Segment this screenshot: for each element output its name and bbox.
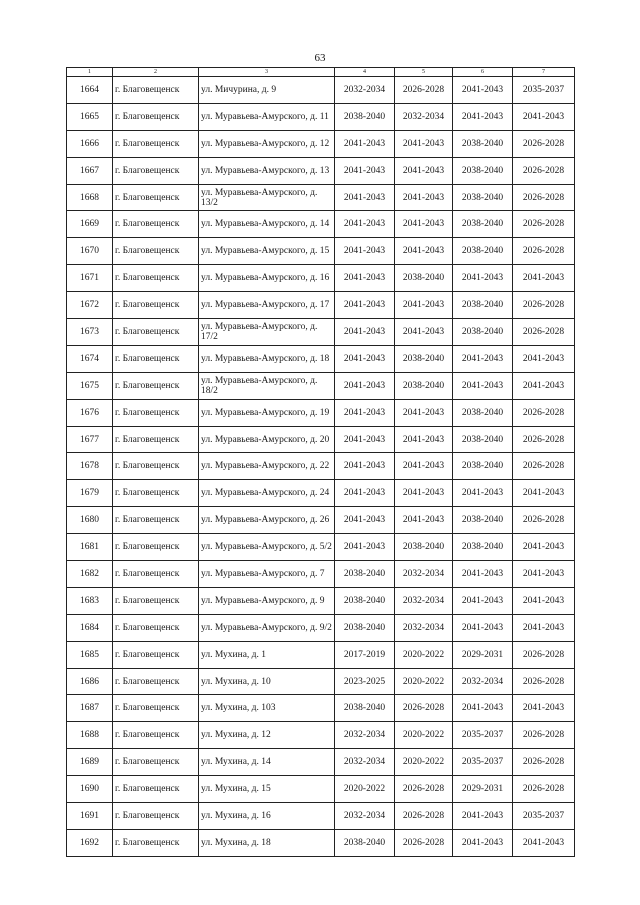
period-cell: 2041-2043 [513,534,575,561]
period-cell: 2038-2040 [453,157,513,184]
period-cell: 2041-2043 [513,614,575,641]
table-row [67,641,575,668]
period-cell: 2041-2043 [335,507,395,534]
table-row [67,372,575,399]
period-cell: 2041-2043 [335,211,395,238]
table-row [67,399,575,426]
city-cell: г. Благовещенск [113,803,199,830]
period-cell: 2041-2043 [395,292,453,319]
period-cell: 2020-2022 [395,641,453,668]
address-cell: ул. Муравьева-Амурского, д. 18/2 [199,372,335,399]
row-number: 1668 [67,184,113,211]
row-number: 1676 [67,399,113,426]
city-cell: г. Благовещенск [113,829,199,856]
row-number: 1673 [67,319,113,346]
period-cell: 2041-2043 [395,507,453,534]
period-cell: 2035-2037 [453,749,513,776]
period-cell: 2041-2043 [395,130,453,157]
period-cell: 2032-2034 [395,561,453,588]
table-row [67,668,575,695]
city-cell: г. Благовещенск [113,103,199,130]
table-row [67,157,575,184]
period-cell: 2041-2043 [513,695,575,722]
period-cell: 2038-2040 [335,587,395,614]
period-cell: 2041-2043 [453,345,513,372]
address-cell: ул. Муравьева-Амурского, д. 13/2 [199,184,335,211]
table-row [67,103,575,130]
address-cell: ул. Муравьева-Амурского, д. 9 [199,587,335,614]
city-cell: г. Благовещенск [113,265,199,292]
column-header: 2 [113,68,199,77]
period-cell: 2041-2043 [335,184,395,211]
city-cell: г. Благовещенск [113,695,199,722]
period-cell: 2026-2028 [513,292,575,319]
page-number: 63 [314,52,326,64]
address-cell: ул. Мухина, д. 1 [199,641,335,668]
period-cell: 2026-2028 [395,776,453,803]
address-cell: ул. Мухина, д. 12 [199,722,335,749]
row-number: 1666 [67,130,113,157]
period-cell: 2041-2043 [453,587,513,614]
period-cell: 2020-2022 [395,722,453,749]
city-cell: г. Благовещенск [113,561,199,588]
period-cell: 2038-2040 [453,292,513,319]
period-cell: 2020-2022 [335,776,395,803]
city-cell: г. Благовещенск [113,507,199,534]
period-cell: 2026-2028 [513,157,575,184]
period-cell: 2041-2043 [335,319,395,346]
row-number: 1688 [67,722,113,749]
row-number: 1670 [67,238,113,265]
period-cell: 2026-2028 [395,829,453,856]
address-cell: ул. Муравьева-Амурского, д. 16 [199,265,335,292]
period-cell: 2032-2034 [395,614,453,641]
table-row [67,211,575,238]
period-cell: 2035-2037 [513,803,575,830]
period-cell: 2032-2034 [335,749,395,776]
row-number: 1665 [67,103,113,130]
row-number: 1685 [67,641,113,668]
period-cell: 2038-2040 [335,614,395,641]
address-cell: ул. Мухина, д. 15 [199,776,335,803]
table-row [67,130,575,157]
period-cell: 2038-2040 [395,345,453,372]
row-number: 1684 [67,614,113,641]
city-cell: г. Благовещенск [113,668,199,695]
period-cell: 2029-2031 [453,641,513,668]
period-cell: 2038-2040 [453,399,513,426]
period-cell: 2038-2040 [453,184,513,211]
period-cell: 2041-2043 [335,399,395,426]
address-cell: ул. Муравьева-Амурского, д. 7 [199,561,335,588]
address-cell: ул. Мичурина, д. 9 [199,77,335,104]
period-cell: 2041-2043 [513,480,575,507]
period-cell: 2041-2043 [335,157,395,184]
period-cell: 2026-2028 [513,238,575,265]
period-cell: 2041-2043 [453,77,513,104]
period-cell: 2041-2043 [513,265,575,292]
row-number: 1692 [67,829,113,856]
period-cell: 2041-2043 [395,319,453,346]
city-cell: г. Благовещенск [113,722,199,749]
period-cell: 2041-2043 [453,265,513,292]
period-cell: 2038-2040 [395,372,453,399]
period-cell: 2041-2043 [335,238,395,265]
table-row [67,453,575,480]
period-cell: 2038-2040 [335,829,395,856]
row-number: 1677 [67,426,113,453]
period-cell: 2041-2043 [513,345,575,372]
schedule-table [66,67,575,857]
row-number: 1686 [67,668,113,695]
table-row [67,803,575,830]
row-number: 1679 [67,480,113,507]
address-cell: ул. Муравьева-Амурского, д. 9/2 [199,614,335,641]
row-number: 1681 [67,534,113,561]
period-cell: 2038-2040 [453,534,513,561]
column-header: 7 [513,68,575,77]
period-cell: 2041-2043 [453,803,513,830]
period-cell: 2041-2043 [335,534,395,561]
address-cell: ул. Муравьева-Амурского, д. 19 [199,399,335,426]
city-cell: г. Благовещенск [113,292,199,319]
period-cell: 2041-2043 [335,480,395,507]
address-cell: ул. Мухина, д. 10 [199,668,335,695]
header-row [67,68,575,77]
period-cell: 2023-2025 [335,668,395,695]
period-cell: 2041-2043 [453,480,513,507]
table-row [67,319,575,346]
row-number: 1674 [67,345,113,372]
period-cell: 2038-2040 [453,507,513,534]
table-row [67,614,575,641]
period-cell: 2041-2043 [453,561,513,588]
period-cell: 2041-2043 [335,292,395,319]
period-cell: 2041-2043 [453,372,513,399]
period-cell: 2038-2040 [335,561,395,588]
period-cell: 2038-2040 [453,319,513,346]
period-cell: 2041-2043 [453,829,513,856]
row-number: 1680 [67,507,113,534]
row-number: 1675 [67,372,113,399]
period-cell: 2029-2031 [453,776,513,803]
period-cell: 2035-2037 [513,77,575,104]
period-cell: 2026-2028 [395,695,453,722]
period-cell: 2026-2028 [513,211,575,238]
period-cell: 2041-2043 [395,426,453,453]
period-cell: 2038-2040 [453,453,513,480]
period-cell: 2026-2028 [513,426,575,453]
period-cell: 2026-2028 [513,399,575,426]
period-cell: 2035-2037 [453,722,513,749]
table-row [67,695,575,722]
period-cell: 2041-2043 [453,103,513,130]
period-cell: 2041-2043 [395,453,453,480]
table-row [67,561,575,588]
period-cell: 2041-2043 [453,614,513,641]
city-cell: г. Благовещенск [113,776,199,803]
period-cell: 2020-2022 [395,668,453,695]
city-cell: г. Благовещенск [113,614,199,641]
period-cell: 2026-2028 [513,184,575,211]
row-number: 1689 [67,749,113,776]
table-row [67,426,575,453]
city-cell: г. Благовещенск [113,641,199,668]
row-number: 1687 [67,695,113,722]
address-cell: ул. Муравьева-Амурского, д. 14 [199,211,335,238]
period-cell: 2026-2028 [513,453,575,480]
city-cell: г. Благовещенск [113,372,199,399]
period-cell: 2032-2034 [395,103,453,130]
period-cell: 2026-2028 [513,749,575,776]
period-cell: 2041-2043 [513,829,575,856]
city-cell: г. Благовещенск [113,319,199,346]
period-cell: 2041-2043 [395,480,453,507]
address-cell: ул. Муравьева-Амурского, д. 11 [199,103,335,130]
table-row [67,265,575,292]
table-body [67,77,575,857]
row-number: 1683 [67,587,113,614]
row-number: 1690 [67,776,113,803]
table-row [67,587,575,614]
table-row [67,345,575,372]
column-header: 3 [199,68,335,77]
table-row [67,749,575,776]
period-cell: 2041-2043 [513,587,575,614]
city-cell: г. Благовещенск [113,749,199,776]
period-cell: 2041-2043 [335,426,395,453]
column-header: 6 [453,68,513,77]
table-row [67,238,575,265]
period-cell: 2032-2034 [395,587,453,614]
address-cell: ул. Муравьева-Амурского, д. 17/2 [199,319,335,346]
column-header: 1 [67,68,113,77]
period-cell: 2026-2028 [513,641,575,668]
column-header: 5 [395,68,453,77]
period-cell: 2041-2043 [335,265,395,292]
column-header: 4 [335,68,395,77]
row-number: 1669 [67,211,113,238]
period-cell: 2041-2043 [395,211,453,238]
period-cell: 2041-2043 [395,238,453,265]
period-cell: 2038-2040 [335,695,395,722]
period-cell: 2026-2028 [513,722,575,749]
city-cell: г. Благовещенск [113,345,199,372]
period-cell: 2041-2043 [513,561,575,588]
city-cell: г. Благовещенск [113,130,199,157]
period-cell: 2032-2034 [335,803,395,830]
table-row [67,829,575,856]
city-cell: г. Благовещенск [113,211,199,238]
period-cell: 2026-2028 [513,776,575,803]
period-cell: 2038-2040 [395,265,453,292]
period-cell: 2041-2043 [513,103,575,130]
address-cell: ул. Муравьева-Амурского, д. 12 [199,130,335,157]
city-cell: г. Благовещенск [113,157,199,184]
period-cell: 2026-2028 [513,130,575,157]
table-row [67,776,575,803]
period-cell: 2041-2043 [335,372,395,399]
address-cell: ул. Муравьева-Амурского, д. 17 [199,292,335,319]
table-row [67,507,575,534]
table-row [67,292,575,319]
row-number: 1671 [67,265,113,292]
address-cell: ул. Мухина, д. 103 [199,695,335,722]
address-cell: ул. Муравьева-Амурского, д. 24 [199,480,335,507]
table-row [67,184,575,211]
address-cell: ул. Муравьева-Амурского, д. 13 [199,157,335,184]
row-number: 1682 [67,561,113,588]
row-number: 1678 [67,453,113,480]
period-cell: 2032-2034 [335,77,395,104]
table-row [67,77,575,104]
table-row [67,480,575,507]
period-cell: 2026-2028 [513,668,575,695]
city-cell: г. Благовещенск [113,399,199,426]
period-cell: 2020-2022 [395,749,453,776]
address-cell: ул. Муравьева-Амурского, д. 5/2 [199,534,335,561]
period-cell: 2026-2028 [395,803,453,830]
period-cell: 2041-2043 [335,345,395,372]
address-cell: ул. Мухина, д. 16 [199,803,335,830]
row-number: 1672 [67,292,113,319]
address-cell: ул. Муравьева-Амурского, д. 22 [199,453,335,480]
city-cell: г. Благовещенск [113,77,199,104]
table-row [67,534,575,561]
address-cell: ул. Муравьева-Амурского, д. 15 [199,238,335,265]
period-cell: 2026-2028 [513,507,575,534]
row-number: 1664 [67,77,113,104]
address-cell: ул. Муравьева-Амурского, д. 18 [199,345,335,372]
period-cell: 2026-2028 [513,319,575,346]
city-cell: г. Благовещенск [113,426,199,453]
period-cell: 2041-2043 [513,372,575,399]
period-cell: 2017-2019 [335,641,395,668]
row-number: 1691 [67,803,113,830]
period-cell: 2026-2028 [395,77,453,104]
period-cell: 2041-2043 [395,184,453,211]
city-cell: г. Благовещенск [113,184,199,211]
city-cell: г. Благовещенск [113,238,199,265]
period-cell: 2041-2043 [395,157,453,184]
period-cell: 2038-2040 [395,534,453,561]
period-cell: 2038-2040 [335,103,395,130]
table-row [67,722,575,749]
address-cell: ул. Муравьева-Амурского, д. 20 [199,426,335,453]
period-cell: 2038-2040 [453,238,513,265]
period-cell: 2041-2043 [335,453,395,480]
address-cell: ул. Мухина, д. 18 [199,829,335,856]
address-cell: ул. Мухина, д. 14 [199,749,335,776]
period-cell: 2038-2040 [453,211,513,238]
period-cell: 2038-2040 [453,130,513,157]
city-cell: г. Благовещенск [113,534,199,561]
city-cell: г. Благовещенск [113,587,199,614]
city-cell: г. Благовещенск [113,453,199,480]
period-cell: 2041-2043 [395,399,453,426]
period-cell: 2041-2043 [335,130,395,157]
period-cell: 2038-2040 [453,426,513,453]
period-cell: 2041-2043 [453,695,513,722]
period-cell: 2032-2034 [453,668,513,695]
row-number: 1667 [67,157,113,184]
address-cell: ул. Муравьева-Амурского, д. 26 [199,507,335,534]
city-cell: г. Благовещенск [113,480,199,507]
period-cell: 2032-2034 [335,722,395,749]
